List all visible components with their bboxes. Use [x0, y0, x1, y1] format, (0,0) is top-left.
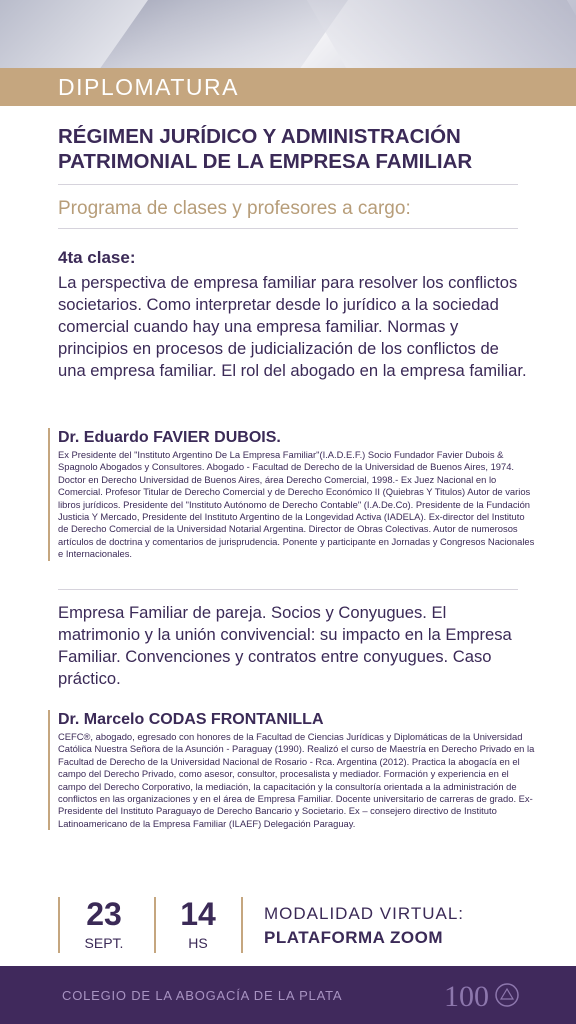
class-heading: 4ta clase:	[58, 248, 136, 267]
modality-label: MODALIDAD VIRTUAL:	[264, 904, 465, 923]
divider	[58, 184, 518, 185]
anniversary-logo-icon	[442, 978, 522, 1012]
professor-card	[48, 710, 536, 830]
professor-name: Dr. Eduardo FAVIER DUBOIS.	[58, 429, 281, 446]
platform-label: PLATAFORMA ZOOM	[264, 928, 444, 947]
category-bar	[0, 68, 576, 106]
divider	[58, 228, 518, 229]
title-line-1: RÉGIMEN JURÍDICO Y ADMINISTRACIÓN	[58, 125, 461, 148]
event-hour-unit: HS	[188, 935, 208, 951]
divider	[58, 897, 60, 953]
event-hour: 14	[180, 896, 216, 932]
professor-bio: CEFC®, abogado, egresado con honores de la Facultad de Ciencias Jurídicas y Diplomáticas de la Universidad Católica Nuestra Señora de la Asunción - Paraguay (1990). Realizó el curso de Maestría en Derecho Privado en la Facultad de Derecho de la Universidad Nacional de Rosario - Rca. Argentina (2012). Practica la abogacía en el campo del Derecho Privado, como asesor, consultor, procesalista y mediador. Formación y experiencia en el campo del Derecho Corporativo, la mediación, la capacitación y la consultoría orientada a la administración de conflictos en las organizaciones y en el área de Empresa Familiar. Docente universitario de carreras de grado. Ex- Presidente del Instituto Paraguayo de Derecho Bancario y Societario. Ex – consejero directivo de Instituto Latinoamericano de la Empresa Familiar (ILAEF) Delegación Paraguay.	[58, 731, 535, 829]
page-title	[58, 124, 548, 174]
divider	[58, 589, 518, 590]
class-topic-2: Empresa Familiar de pareja. Socios y Conyugues. El matrimonio y la unión convivencial: su impacto en la Empresa Familiar. Convenciones y contratos entre conyugues. Caso práctico.	[58, 603, 512, 688]
class-topic-1: La perspectiva de empresa familiar para resolver los conflictos societarios. Como interpretar desde lo jurídico a la sociedad comercial cuando hay una empresa familiar. Normas y principios en procesos de judicialización de los conflictos de una empresa familiar. El rol del abogado en la empresa familiar.	[58, 273, 527, 380]
anniversary-logo-text: 100	[444, 980, 489, 1012]
event-day: 23	[86, 896, 122, 932]
title-line-2: PATRIMONIAL DE LA EMPRESA FAMILIAR	[58, 150, 473, 173]
professor-name: Dr. Marcelo CODAS FRONTANILLA	[58, 711, 324, 728]
header-banner-image	[0, 0, 576, 68]
program-subtitle: Programa de clases y profesores a cargo:	[58, 198, 411, 219]
event-month: SEPT.	[84, 935, 124, 951]
category-label: DIPLOMATURA	[58, 74, 239, 100]
divider	[241, 897, 243, 953]
professor-bio: Ex Presidente del "Instituto Argentino De La Empresa Familiar"(I.A.D.E.F.) Socio Fundador Favier Dubois & Spagnolo Abogados y Consultores. Abogado - Facultad de Derecho de la Universidad de Buenos Aires, 1974. Doctor en Derecho Universidad de Buenos Aires, área Derecho Comercial, 1998.- Ex Juez Nacional en lo Comercial. Profesor Titular de Derecho Comercial y de Derecho Económico II (Quiebras Y Titulos) Autor de varios libros jurídicos. Presidente del "Instituto Autónomo de Derecho Contable" (I.A.De.Co). Presidente de la Fundación Justicia Y Mercado, Presidente del Instituto Argentino de la Longevidad Activa (IADELA). Ex-director del Instituto de Derecho Comercial de la Universidad Notarial Argentina. Director de Obras Colectivas. Autor de numerosos artículos de doctrina y comentarios de jurisprudencia. Ponente y participante en Jornadas y Congresos Nacionales e Internacionales.	[58, 449, 535, 560]
professor-card	[48, 428, 536, 561]
organization-name: COLEGIO DE LA ABOGACÍA DE LA PLATA	[62, 988, 343, 1003]
divider	[154, 897, 156, 953]
